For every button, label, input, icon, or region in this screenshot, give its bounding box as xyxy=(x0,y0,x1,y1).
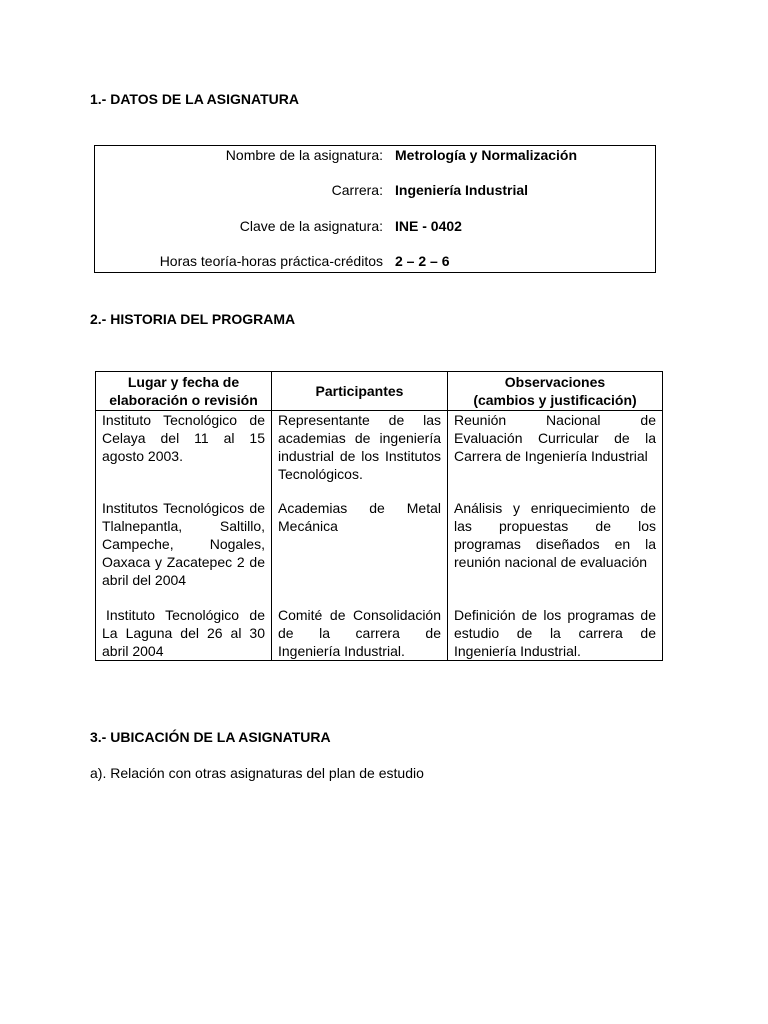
hours-credits-row xyxy=(95,253,655,273)
subject-name-label: Nombre de la asignatura: xyxy=(225,147,383,163)
section-1-heading: 1.- DATOS DE LA ASIGNATURA xyxy=(90,91,299,107)
section-2-heading: 2.- HISTORIA DEL PROGRAMA xyxy=(90,311,296,327)
hours-credits-label: Horas teoría-horas práctica-créditos xyxy=(159,253,383,269)
cell-observaciones: Definición de los programas de estudio de la carrera de Ingeniería Industrial. xyxy=(448,606,663,661)
cell-lugar: Institutos Tecnológicos de Tlalnepantla, Saltillo, Campeche, Nogales, Oaxaca y Zacatepec 2 de abril del 2004 xyxy=(96,499,272,606)
cell-observaciones: Análisis y enriquecimiento de las propuestas de los programas diseñados en la reunión nacional de evaluación xyxy=(448,499,663,606)
subject-name-row xyxy=(95,147,655,167)
career-label: Carrera: xyxy=(331,182,383,198)
subject-data-box xyxy=(94,145,656,273)
subject-code-row xyxy=(95,218,655,238)
column-header-observaciones: Observaciones (cambios y justificación) xyxy=(448,372,663,411)
table-row xyxy=(96,411,663,500)
section-3-subheading: a). Relación con otras asignaturas del plan de estudio xyxy=(90,765,424,781)
career-row xyxy=(95,182,655,202)
career-value: Ingeniería Industrial xyxy=(395,182,529,198)
subject-code-value: INE - 0402 xyxy=(395,218,462,234)
table-row xyxy=(96,606,663,661)
cell-participantes: Representante de las academias de ingeniería industrial de los Institutos Tecnológicos. xyxy=(272,411,448,500)
cell-lugar: Instituto Tecnológico de La Laguna del 26 al 30 abril 2004 xyxy=(96,606,272,661)
column-header-participantes: Participantes xyxy=(272,372,448,411)
cell-lugar: Instituto Tecnológico de Celaya del 11 al 15 agosto 2003. xyxy=(96,411,272,500)
cell-participantes: Academias de Metal Mecánica xyxy=(272,499,448,606)
section-3-heading: 3.- UBICACIÓN DE LA ASIGNATURA xyxy=(90,729,331,745)
table-header-row xyxy=(96,372,663,411)
cell-participantes: Comité de Consolidación de la carrera de Ingeniería Industrial. xyxy=(272,606,448,661)
subject-code-label: Clave de la asignatura: xyxy=(239,218,383,234)
cell-observaciones: Reunión Nacional de Evaluación Curricular de la Carrera de Ingeniería Industrial xyxy=(448,411,663,500)
hours-credits-value: 2 – 2 – 6 xyxy=(395,253,450,269)
table-row xyxy=(96,499,663,606)
column-header-lugar: Lugar y fecha de elaboración o revisión xyxy=(96,372,272,411)
program-history-table xyxy=(95,371,663,661)
subject-name-value: Metrología y Normalización xyxy=(395,147,578,163)
